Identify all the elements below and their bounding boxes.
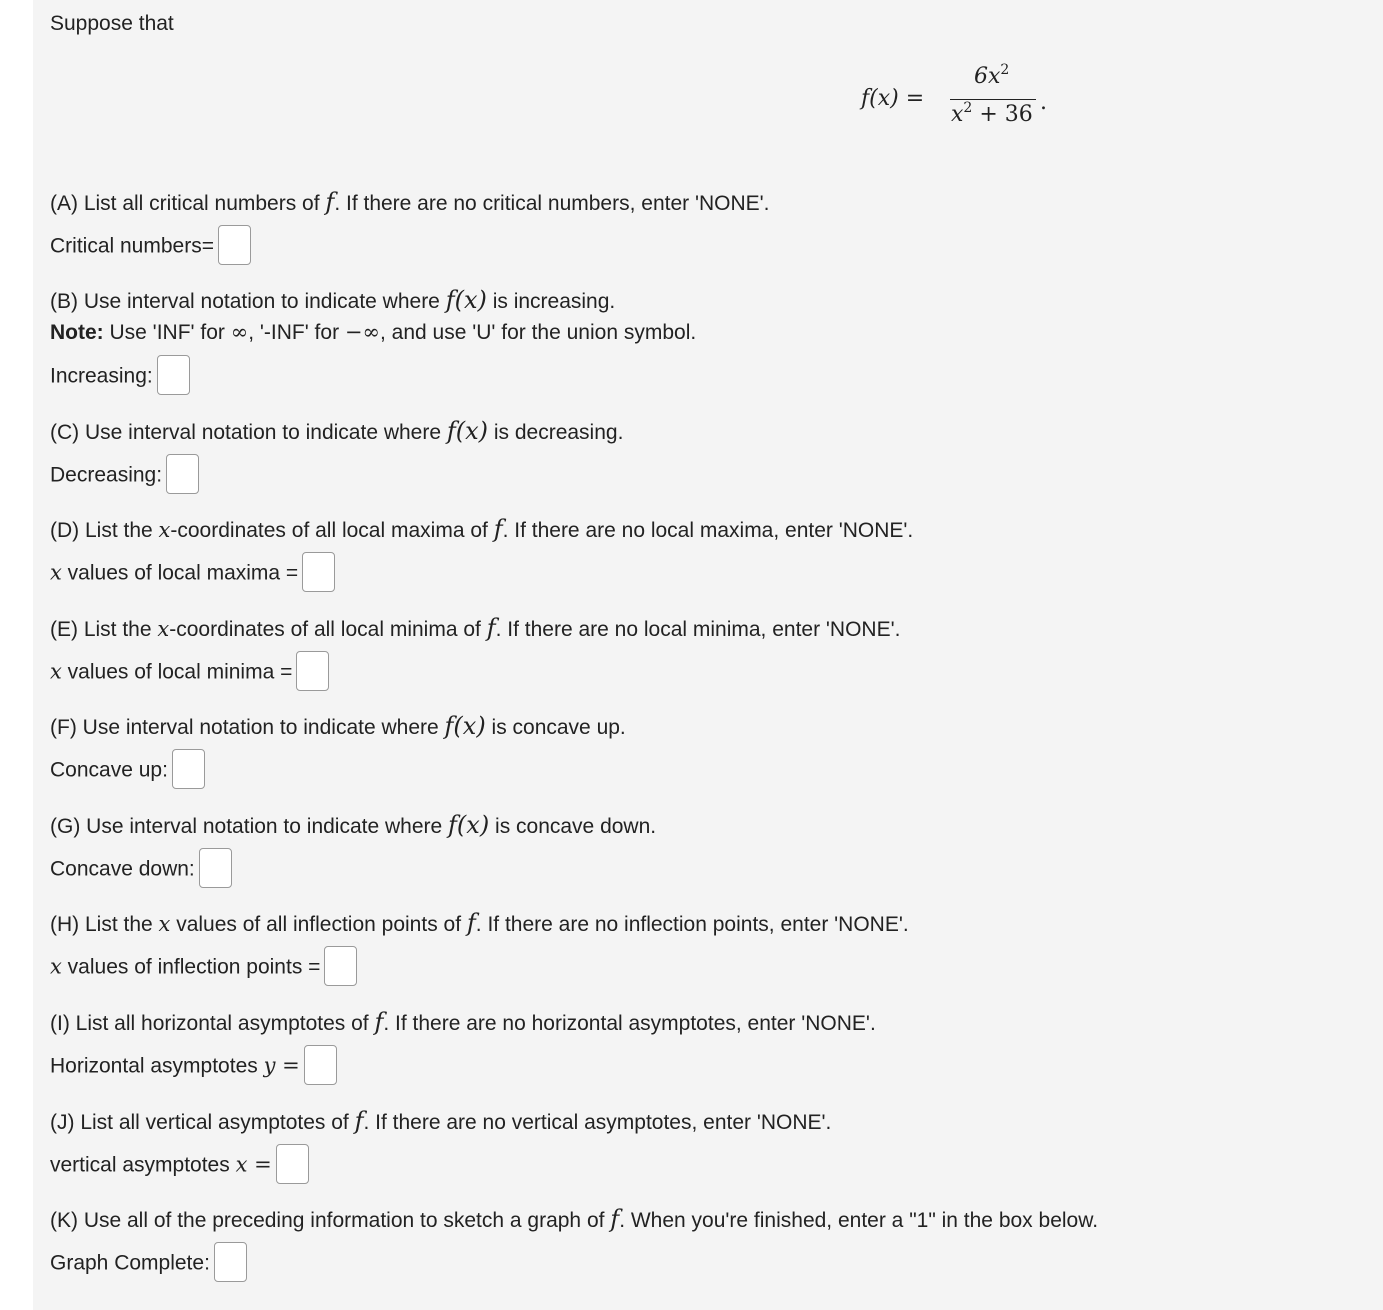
question-b-prompt: (B) Use interval notation to indicate where f(x) is increasing.: [50, 286, 616, 314]
local-minima-label: values of local minima =: [61, 660, 293, 684]
vertical-asymptotes-label: vertical asymptotes: [50, 1153, 236, 1177]
question-f-prompt: (F) Use interval notation to indicate where f(x) is concave up.: [50, 712, 626, 740]
formula-numerator: $6x^2$: [974, 62, 1010, 89]
concave-down-label: Concave down:: [50, 857, 195, 881]
question-h-answer-row: x values of inflection points =: [50, 948, 357, 988]
concave-down-input[interactable]: [199, 848, 232, 888]
question-d-answer-row: x values of local maxima =: [50, 554, 335, 594]
question-g-answer-row: [50, 850, 232, 890]
question-f-answer-row: [50, 751, 205, 791]
question-g-prompt: (G) Use interval notation to indicate where f(x) is concave down.: [50, 811, 657, 839]
question-e-answer-row: x values of local minima =: [50, 653, 329, 693]
graph-complete-label: Graph Complete:: [50, 1251, 210, 1275]
local-minima-input[interactable]: [296, 651, 329, 691]
graph-complete-input[interactable]: [214, 1242, 247, 1282]
inflection-points-label: values of inflection points =: [61, 955, 321, 979]
inflection-points-input[interactable]: [324, 946, 357, 986]
formula-denominator: $x^2 + 36$: [951, 100, 1033, 127]
local-maxima-input[interactable]: [302, 552, 335, 592]
question-h-prompt: (H) List the x values of all inflection points of f. If there are no inflection points, enter 'NONE'.: [50, 909, 909, 937]
horizontal-asymptotes-input[interactable]: [304, 1045, 337, 1085]
vertical-asymptotes-input[interactable]: [276, 1144, 309, 1184]
function-formula: [861, 62, 1061, 134]
question-j-answer-row: vertical asymptotes x =: [50, 1146, 309, 1186]
question-a-prompt: (A) List all critical numbers of f. If there are no critical numbers, enter 'NONE'.: [50, 188, 770, 216]
concave-up-label: Concave up:: [50, 758, 168, 782]
intro-text: Suppose that: [50, 12, 174, 35]
question-c-prompt: (C) Use interval notation to indicate where f(x) is decreasing.: [50, 417, 624, 445]
question-i-answer-row: Horizontal asymptotes y =: [50, 1047, 337, 1087]
question-d-prompt: (D) List the x-coordinates of all local maxima of f. If there are no local maxima, enter 'NONE'.: [50, 515, 914, 543]
decreasing-input[interactable]: [166, 454, 199, 494]
concave-up-input[interactable]: [172, 749, 205, 789]
question-k-answer-row: [50, 1244, 247, 1284]
formula-lhs: f(x) =: [861, 86, 925, 111]
problem-page: [33, 0, 1383, 1310]
question-k-prompt: (K) Use all of the preceding information to sketch a graph of f. When you're finished, enter a "1" in the box below.: [50, 1205, 1099, 1233]
question-j-prompt: (J) List all vertical asymptotes of f. If there are no vertical asymptotes, enter 'NONE'.: [50, 1107, 832, 1135]
question-c-answer-row: [50, 456, 199, 496]
formula-period: .: [1040, 90, 1047, 115]
increasing-input[interactable]: [157, 355, 190, 395]
question-e-prompt: (E) List the x-coordinates of all local minima of f. If there are no local minima, enter 'NONE'.: [50, 614, 901, 642]
critical-numbers-input[interactable]: [218, 225, 251, 265]
horizontal-asymptotes-label: Horizontal asymptotes: [50, 1054, 264, 1078]
question-i-prompt: (I) List all horizontal asymptotes of f. If there are no horizontal asymptotes, enter 'NONE'.: [50, 1008, 876, 1036]
local-maxima-label: values of local maxima =: [61, 561, 299, 585]
question-a-answer-row: [50, 227, 251, 267]
question-b-answer-row: [50, 357, 190, 397]
increasing-label: Increasing:: [50, 364, 153, 388]
question-b-note: Note: Use 'INF' for ∞, '-INF' for −∞, and use 'U' for the union symbol.: [50, 320, 697, 344]
critical-numbers-label: Critical numbers=: [50, 234, 214, 258]
decreasing-label: Decreasing:: [50, 463, 163, 487]
